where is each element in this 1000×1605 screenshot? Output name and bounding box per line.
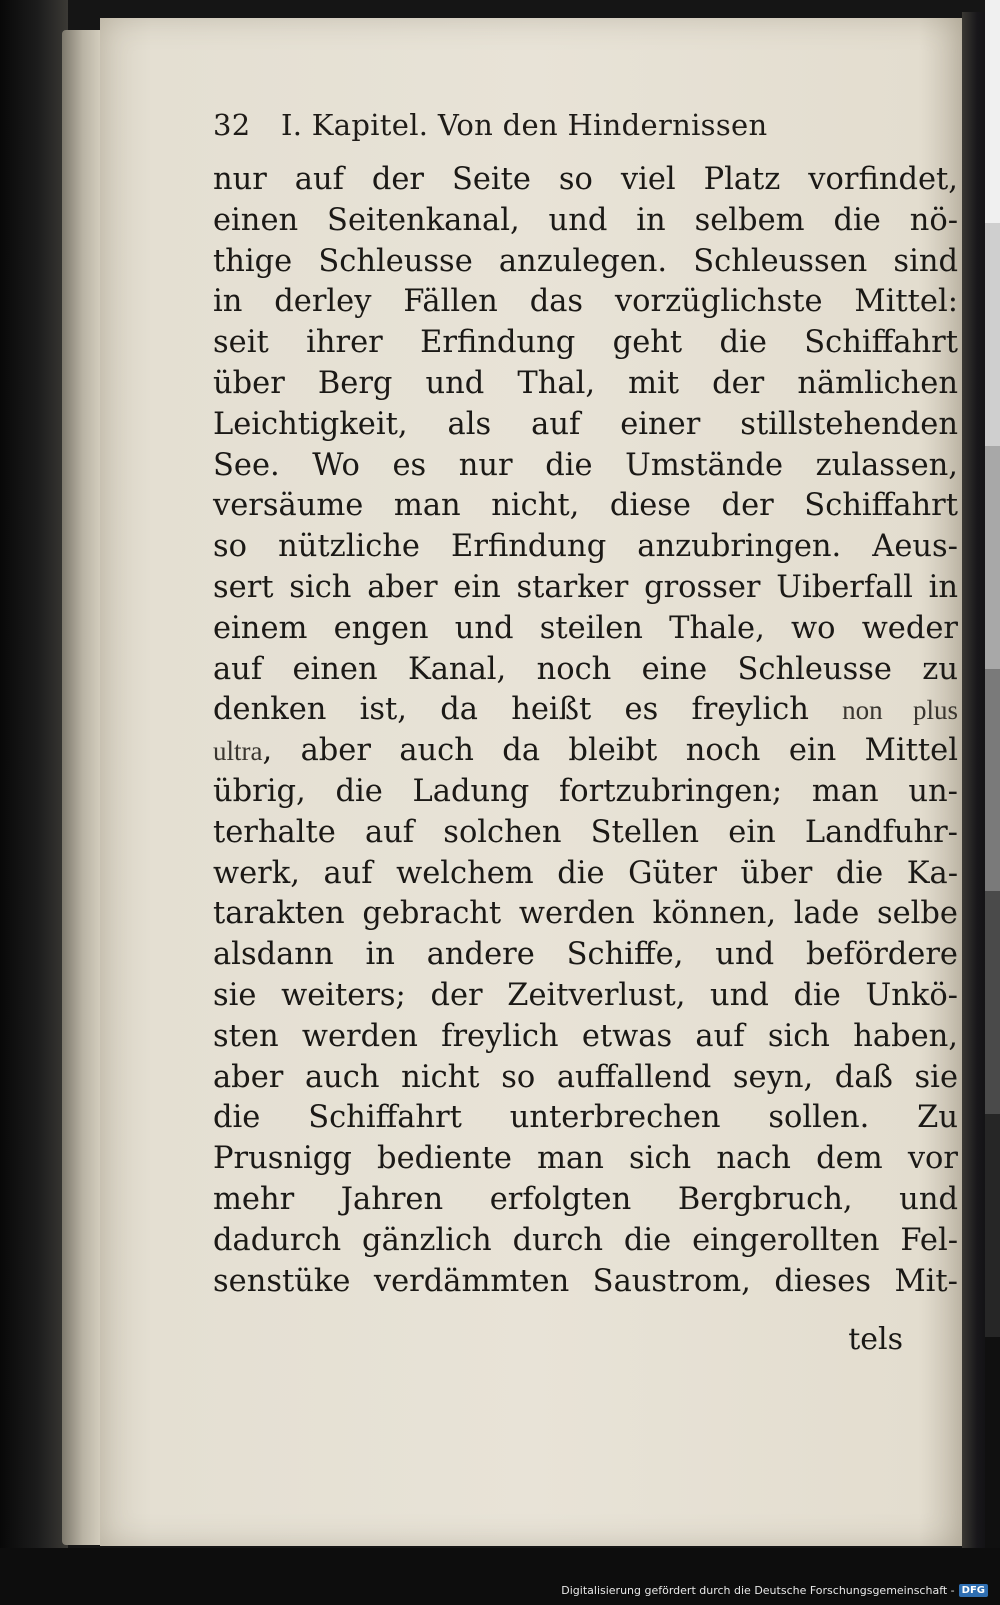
latin-phrase: ultra xyxy=(213,736,263,767)
running-header xyxy=(213,108,953,142)
text-line-with-latin xyxy=(213,690,958,731)
credit-text: Digitalisierung gefördert durch die Deutsche Forschungsgemeinschaft - xyxy=(561,1584,955,1597)
text-line: sie weiters; der Zeitverlust, und die Unkö- xyxy=(213,977,958,1013)
text-line: Leichtigkeit, als auf einer stillstehenden xyxy=(213,406,958,442)
running-head: I. Kapitel. Von den Hindernissen xyxy=(281,108,768,142)
text-line: über Berg und Thal, mit der nämlichen xyxy=(213,365,958,401)
text-line: senstüke verdämmten Saustrom, dieses Mit- xyxy=(213,1263,958,1299)
catchword: tels xyxy=(848,1322,903,1357)
text-line: auf einen Kanal, noch eine Schleusse zu xyxy=(213,651,958,687)
text-line: See. Wo es nur die Umstände zulassen, xyxy=(213,447,958,483)
text-line: werk, auf welchem die Güter über die Ka- xyxy=(213,855,958,891)
text-line: tarakten gebracht werden können, lade selbe xyxy=(213,896,958,932)
latin-phrase: non plus xyxy=(842,695,958,726)
text-line: so nützliche Erfindung anzubringen. Aeus- xyxy=(213,529,958,565)
text-line: einen Seitenkanal, und in selbem die nö- xyxy=(213,202,958,238)
text-line: aber auch nicht so auffallend seyn, daß sie xyxy=(213,1059,958,1095)
text-line: sert sich aber ein starker grosser Uiberfall in xyxy=(213,569,958,605)
page-body xyxy=(213,160,958,1302)
dfg-logo-icon: DFG xyxy=(959,1584,988,1597)
text-line: übrig, die Ladung fortzubringen; man un- xyxy=(213,773,958,809)
text-line: seit ihrer Erfindung geht die Schiffahrt xyxy=(213,325,958,361)
text-line: sten werden freylich etwas auf sich haben, xyxy=(213,1018,958,1054)
text-line: terhalte auf solchen Stellen ein Landfuhr- xyxy=(213,814,958,850)
text-line: Prusnigg bediente man sich nach dem vor xyxy=(213,1141,958,1177)
text-line: denken ist, da heißt es freylich xyxy=(213,692,809,728)
text-line: dadurch gänzlich durch die eingerollten Fel- xyxy=(213,1222,958,1258)
footer-credit xyxy=(561,1584,988,1597)
text-line: thige Schleusse anzulegen. Schleussen sind xyxy=(213,243,958,279)
text-line: einem engen und steilen Thale, wo weder xyxy=(213,610,958,646)
text-line: versäume man nicht, diese der Schiffahrt xyxy=(213,488,958,524)
text-line: alsdann in andere Schiffe, und befördere xyxy=(213,937,958,973)
page-number: 32 xyxy=(213,108,251,142)
text-line: ultra, aber auch da bleibt noch ein Mittel xyxy=(213,733,958,769)
page-edge xyxy=(62,30,104,1545)
text-line: in derley Fällen das vorzüglichste Mittel: xyxy=(213,284,958,320)
book-spine xyxy=(0,0,68,1605)
text-line: die Schiffahrt unterbrechen sollen. Zu xyxy=(213,1100,958,1136)
text-line: mehr Jahren erfolgten Bergbruch, und xyxy=(213,1181,958,1217)
text-line: nur auf der Seite so viel Platz vorfindet, xyxy=(213,162,958,197)
color-calibration-strip xyxy=(985,0,1000,1560)
